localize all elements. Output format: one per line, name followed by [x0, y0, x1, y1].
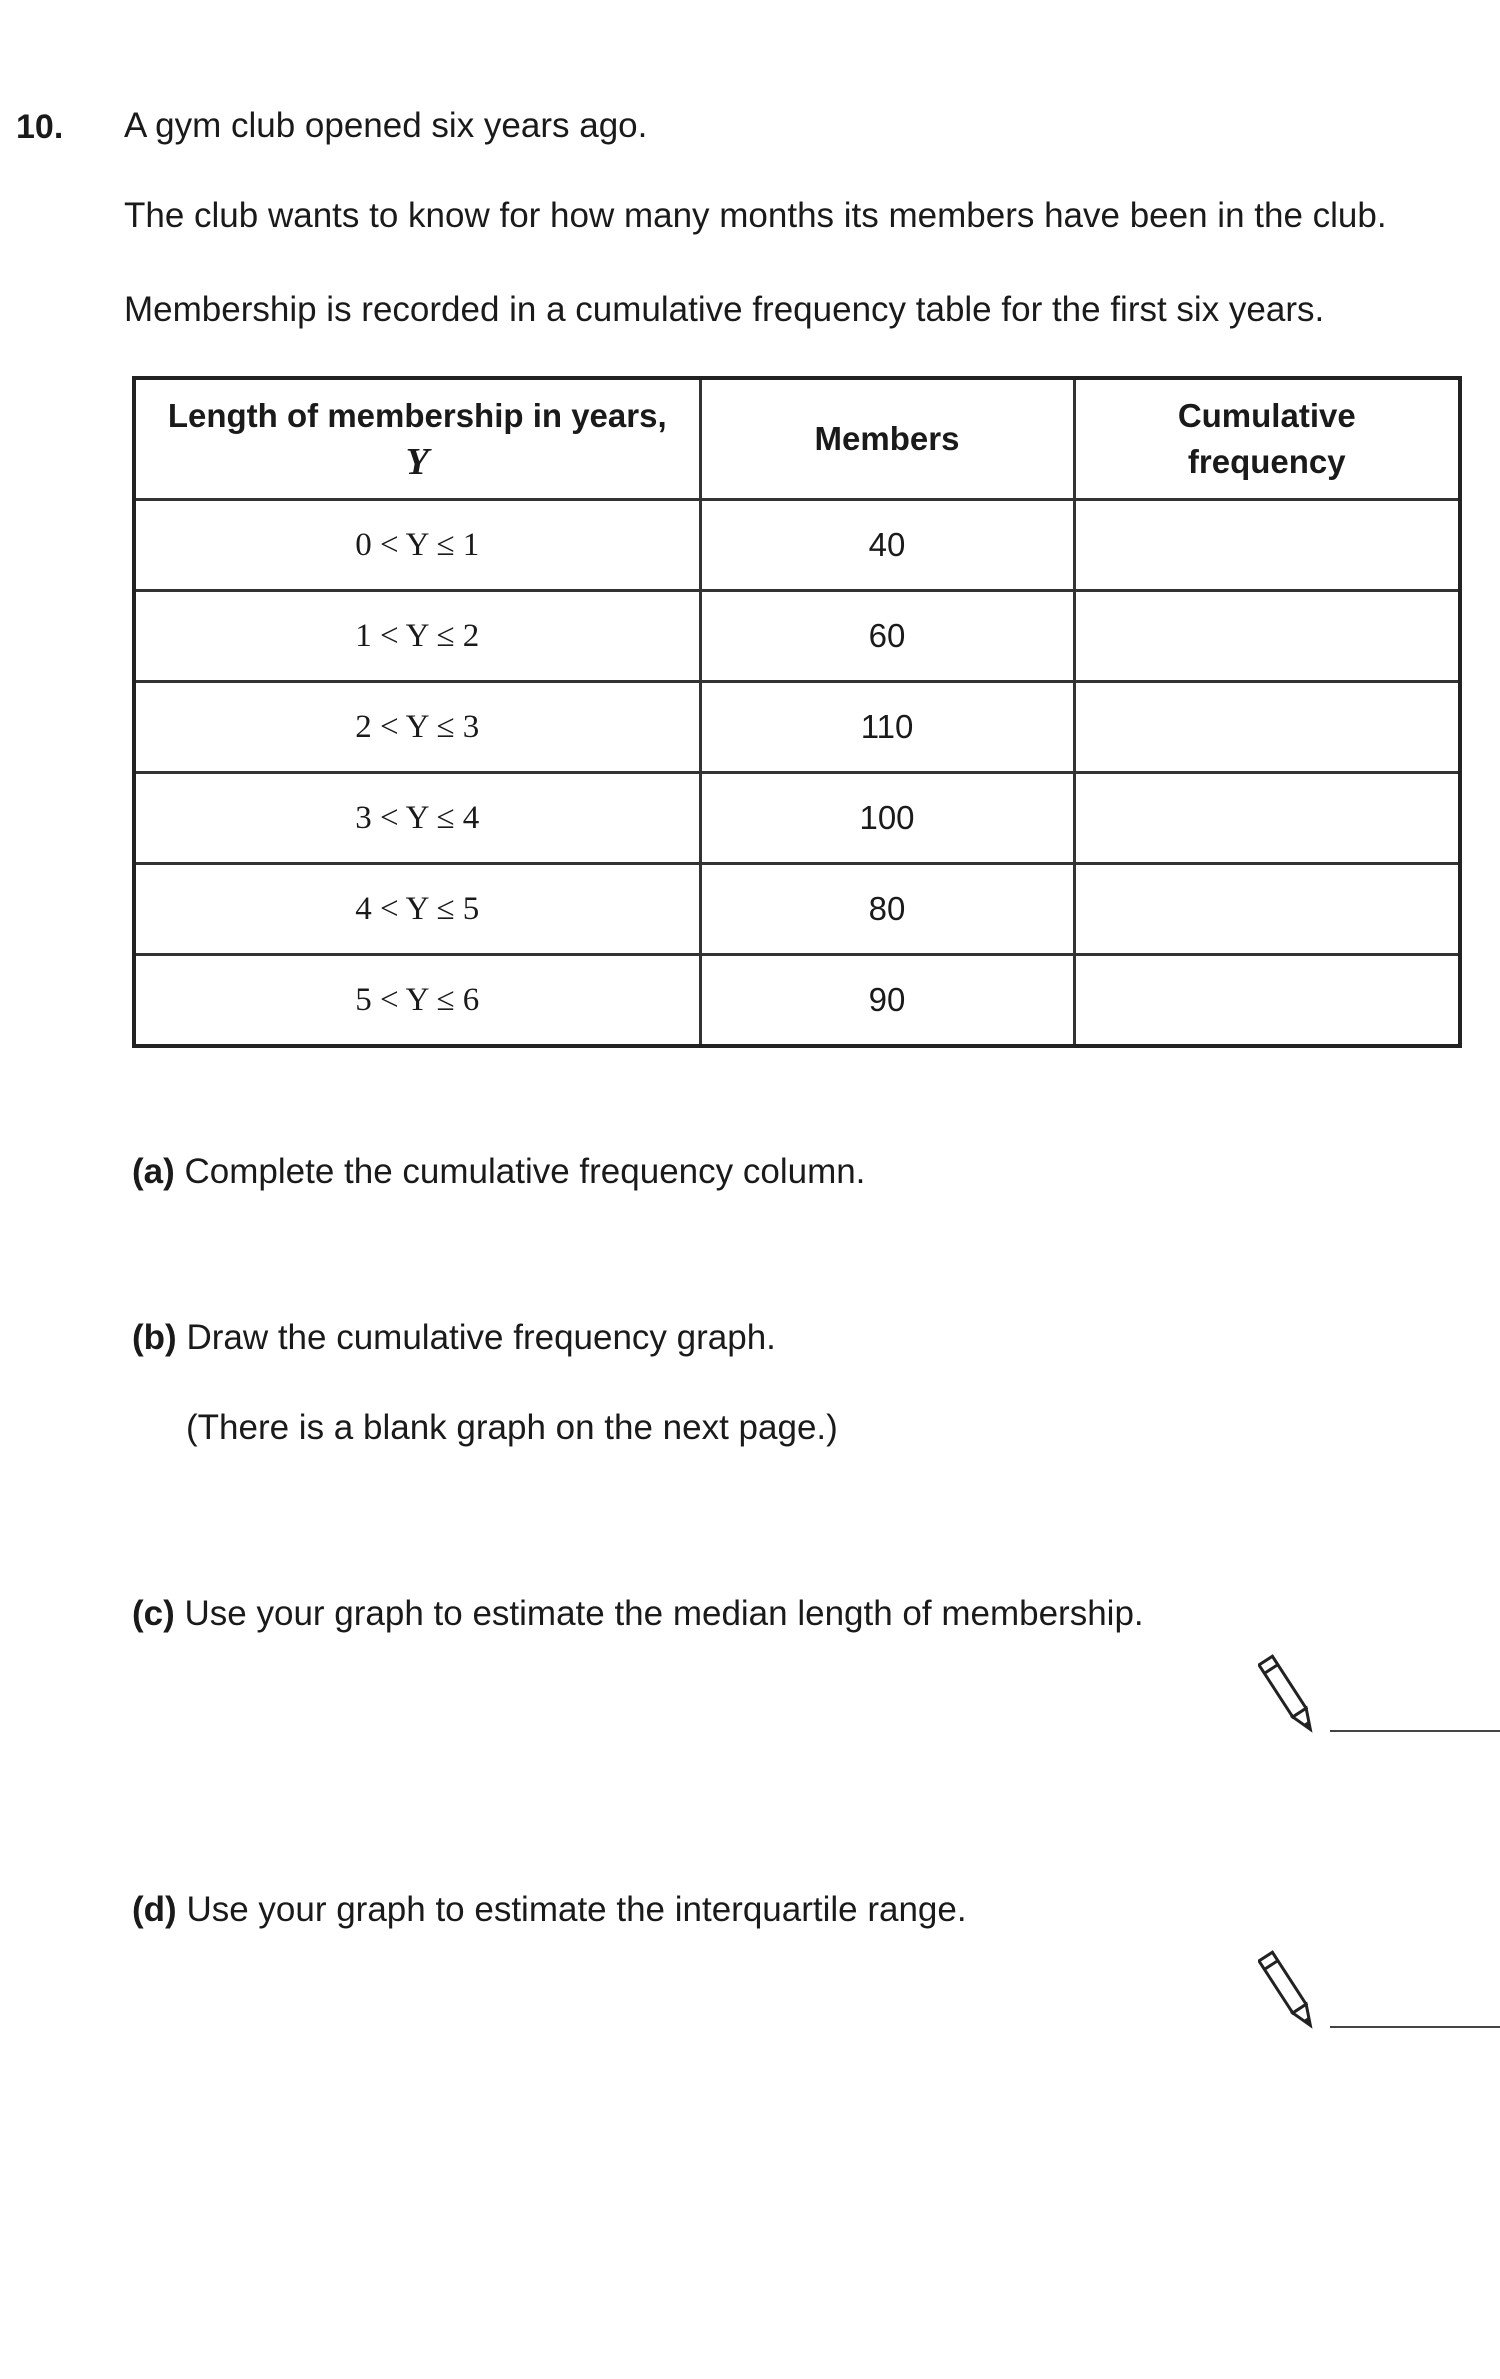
pencil-icon: [1258, 1946, 1318, 2036]
table-row: [134, 500, 1460, 591]
interval-cell: 1 < Y ≤ 2: [134, 591, 700, 682]
table-row: [134, 682, 1460, 773]
part-a-text: Complete the cumulative frequency column.: [184, 1152, 866, 1191]
members-cell: 60: [700, 591, 1074, 682]
table-header-row: [134, 378, 1460, 500]
table-row: [134, 955, 1460, 1047]
intro-line-2: The club wants to know for how many months its members have been in the club.: [124, 196, 1387, 235]
cumulative-cell[interactable]: [1074, 955, 1460, 1047]
header-members: Members: [700, 378, 1074, 500]
members-cell: 90: [700, 955, 1074, 1047]
interval-cell: 3 < Y ≤ 4: [134, 773, 700, 864]
part-c: [132, 1594, 1144, 1634]
part-d-text: Use your graph to estimate the interquartile range.: [186, 1890, 967, 1929]
header-length: [134, 378, 700, 500]
header-cumulative: [1074, 378, 1460, 500]
members-cell: 40: [700, 500, 1074, 591]
part-b-text: Draw the cumulative frequency graph.: [186, 1318, 776, 1357]
table-row: [134, 864, 1460, 955]
cumulative-cell[interactable]: [1074, 591, 1460, 682]
part-d-label: (d): [132, 1890, 177, 1929]
table-row: [134, 591, 1460, 682]
members-cell: 100: [700, 773, 1074, 864]
answer-line-c[interactable]: [1330, 1730, 1500, 1732]
cumulative-cell[interactable]: [1074, 864, 1460, 955]
pencil-icon: [1258, 1650, 1318, 1740]
interval-cell: 0 < Y ≤ 1: [134, 500, 700, 591]
part-a: [132, 1152, 865, 1192]
cumulative-cell[interactable]: [1074, 773, 1460, 864]
interval-cell: 2 < Y ≤ 3: [134, 682, 700, 773]
part-d: [132, 1890, 967, 1930]
members-cell: 80: [700, 864, 1074, 955]
part-b: [132, 1318, 776, 1358]
question-number: 10.: [16, 108, 64, 146]
cumulative-frequency-table: [132, 376, 1462, 1048]
header-length-variable: Y: [405, 440, 429, 483]
intro-line-1: A gym club opened six years ago.: [124, 106, 648, 145]
table-row: [134, 773, 1460, 864]
interval-cell: 4 < Y ≤ 5: [134, 864, 700, 955]
header-length-label: Length of membership in years,: [167, 396, 667, 434]
header-cumulative-label: Cumulative frequency: [1177, 397, 1356, 480]
part-b-note: (There is a blank graph on the next page.): [186, 1408, 838, 1447]
part-b-label: (b): [132, 1318, 177, 1357]
part-c-label: (c): [132, 1594, 175, 1633]
intro-line-3: Membership is recorded in a cumulative frequency table for the first six years.: [124, 290, 1325, 329]
cumulative-cell[interactable]: [1074, 682, 1460, 773]
members-cell: 110: [700, 682, 1074, 773]
answer-line-d[interactable]: [1330, 2026, 1500, 2028]
cumulative-cell[interactable]: [1074, 500, 1460, 591]
part-c-text: Use your graph to estimate the median length of membership.: [184, 1594, 1144, 1633]
part-a-label: (a): [132, 1152, 175, 1191]
interval-cell: 5 < Y ≤ 6: [134, 955, 700, 1047]
